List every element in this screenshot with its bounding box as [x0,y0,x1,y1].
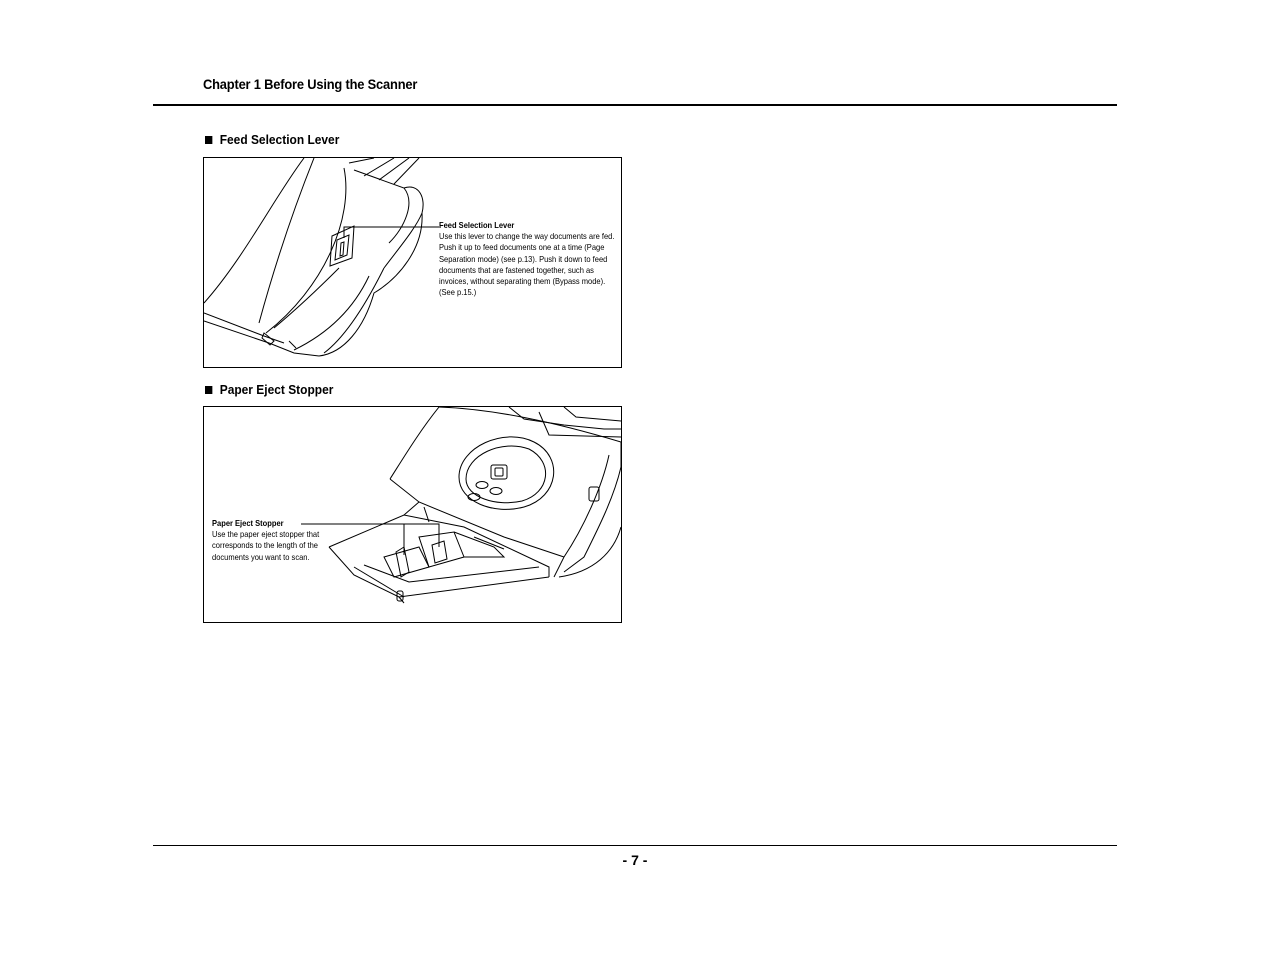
header-rule [153,104,1117,106]
footer-rule [153,845,1117,846]
callout-body: Use this lever to change the way documents are fed. Push it up to feed documents one at a time (Page Separation mode) (see p.13). Push it down to feed documents that are fastened together, such as invoices, without separating them (Bypass mode). (See p.15.) [439,232,615,298]
callout-title: Feed Selection Lever [439,221,515,230]
section-heading-paper-eject-stopper [205,382,333,397]
section-heading-feed-selection-lever [205,132,339,147]
scanner-front-illustration [204,407,621,622]
square-bullet-icon [205,386,212,394]
section-heading-text: Paper Eject Stopper [219,382,334,397]
callout-body: Use the paper eject stopper that corresponds to the length of the documents you want to scan. [212,530,320,562]
section-heading-text: Feed Selection Lever [219,132,340,147]
paper-eject-stopper-callout [212,518,321,563]
callout-title: Paper Eject Stopper [212,519,284,528]
feed-selection-lever-figure [203,157,622,368]
chapter-title: Chapter 1 Before Using the Scanner [203,76,418,92]
page-number: - 7 - [622,852,648,868]
paper-eject-stopper-figure [203,406,622,623]
feed-selection-lever-callout [439,220,622,298]
square-bullet-icon [205,136,212,144]
